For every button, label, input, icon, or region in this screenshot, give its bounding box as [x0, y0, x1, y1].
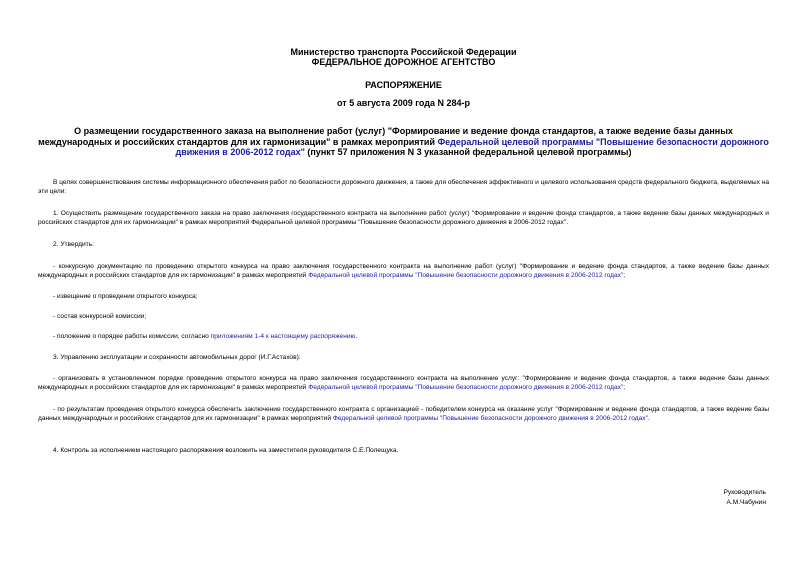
signature-name: А.М.Чабунин [726, 499, 766, 506]
title-text: О размещении государственного заказа на выполнение работ (услуг) "Формирование и ведение фонда стандартов, а также ведение базы данных международных и российских стандартов для их гармонизации" в рамках мероприятий [38, 126, 733, 147]
item-3b-suffix: . [647, 415, 650, 422]
item-3a-paragraph [38, 374, 769, 392]
intro-paragraph: В целях совершенствования системы информационного обеспечения работ по безопасности дорожного движения, а также для обеспечения эффективного и целевого использования средств федерального бюджета, выделяемых на эти цели: [38, 179, 770, 195]
agency-heading: ФЕДЕРАЛЬНОЕ ДОРОЖНОЕ АГЕНТСТВО [311, 57, 496, 67]
item-3a-text: - организовать в установленном порядке проведение открытого конкурса на право заключения государственного контракта на выполнение услуг: "Формирование и ведение фонда стандартов, а также ведение базы данных международных и российских стандартов для их гармонизации" в рамках мероприятий [38, 375, 769, 391]
item-3a-program-link[interactable]: Федеральной целевой программы "Повышение безопасности дорожного движения в 2006-2012 годах" [308, 384, 624, 391]
title-program-link[interactable]: Федеральной целевой программы "Повышение безопасности дорожного движения в 2006-2012 годах" [175, 136, 769, 157]
document-title [38, 126, 769, 158]
ministry-heading: Министерство транспорта Российской Федерации [290, 47, 517, 57]
signature-position: Руководитель [723, 489, 766, 496]
document-type: РАСПОРЯЖЕНИЕ [365, 80, 442, 90]
item-3-paragraph: 3. Управлению эксплуатации и сохранности автомобильных дорог (И.Г.Астахов): [53, 354, 301, 361]
item-3b-program-link[interactable]: Федеральной целевой программы "Повышение безопасности дорожного движения в 2006-2012 годах" [332, 415, 648, 422]
item-2d-text: - положение о порядке работы комиссии, согласно [53, 333, 211, 340]
item-4-paragraph: 4. Контроль за исполнением настоящего распоряжения возложить на заместителя руководителя С.Е.Полещука. [53, 447, 399, 454]
item-2a-text: - конкурсную документацию по проведению открытого конкурса на право заключения государственного контракта на выполнение работ (услуг) "Формирование и ведение фонда стандартов, а также ведение базы данных международных и российских стандартов для их гармонизации" в рамках мероприятий [38, 263, 769, 279]
item-3b-text: - по результатам проведения открытого конкурса обеспечить заключение государственного контракта с организацией - победителем конкурса на оказание услуг "Формирование и ведение фонда стандартов, а также ведение базы данных международных и российских стандартов для их гармонизации" в рамках мероприятий [38, 406, 769, 422]
item-2a-suffix: ; [623, 272, 626, 279]
item-2d-suffix: . [355, 333, 358, 340]
item-2a-paragraph [38, 262, 769, 280]
item-3b-paragraph [38, 405, 769, 423]
appendix-link[interactable]: приложениям 1-4 к настоящему распоряжению [210, 333, 356, 340]
item-2a-program-link[interactable]: Федеральной целевой программы "Повышение безопасности дорожного движения в 2006-2012 годах" [308, 272, 624, 279]
title-suffix: (пункт 57 приложения N 3 указанной федеральной целевой программы) [304, 147, 632, 157]
item-2b-paragraph: - извещение о проведении открытого конкурса; [53, 293, 198, 300]
item-3a-suffix: ; [623, 384, 626, 391]
item-1-paragraph: 1. Осуществить размещение государственного заказа на право заключения государственного контракта на выполнение работ (услуг) "Формирование и ведение фонда стандартов, а также ведение базы данных международных и российских стандартов для их гармонизации" в рамках мероприятий Федеральной целевой программы "Повышение безопасности дорожного движения в 2006-2012 годах". [38, 210, 769, 226]
item-2d-paragraph [38, 332, 769, 341]
document-date-number: от 5 августа 2009 года N 284-р [337, 98, 470, 108]
item-2-paragraph: 2. Утвердить: [53, 241, 94, 248]
item-2c-paragraph: - состав конкурсной комиссии; [53, 313, 147, 320]
